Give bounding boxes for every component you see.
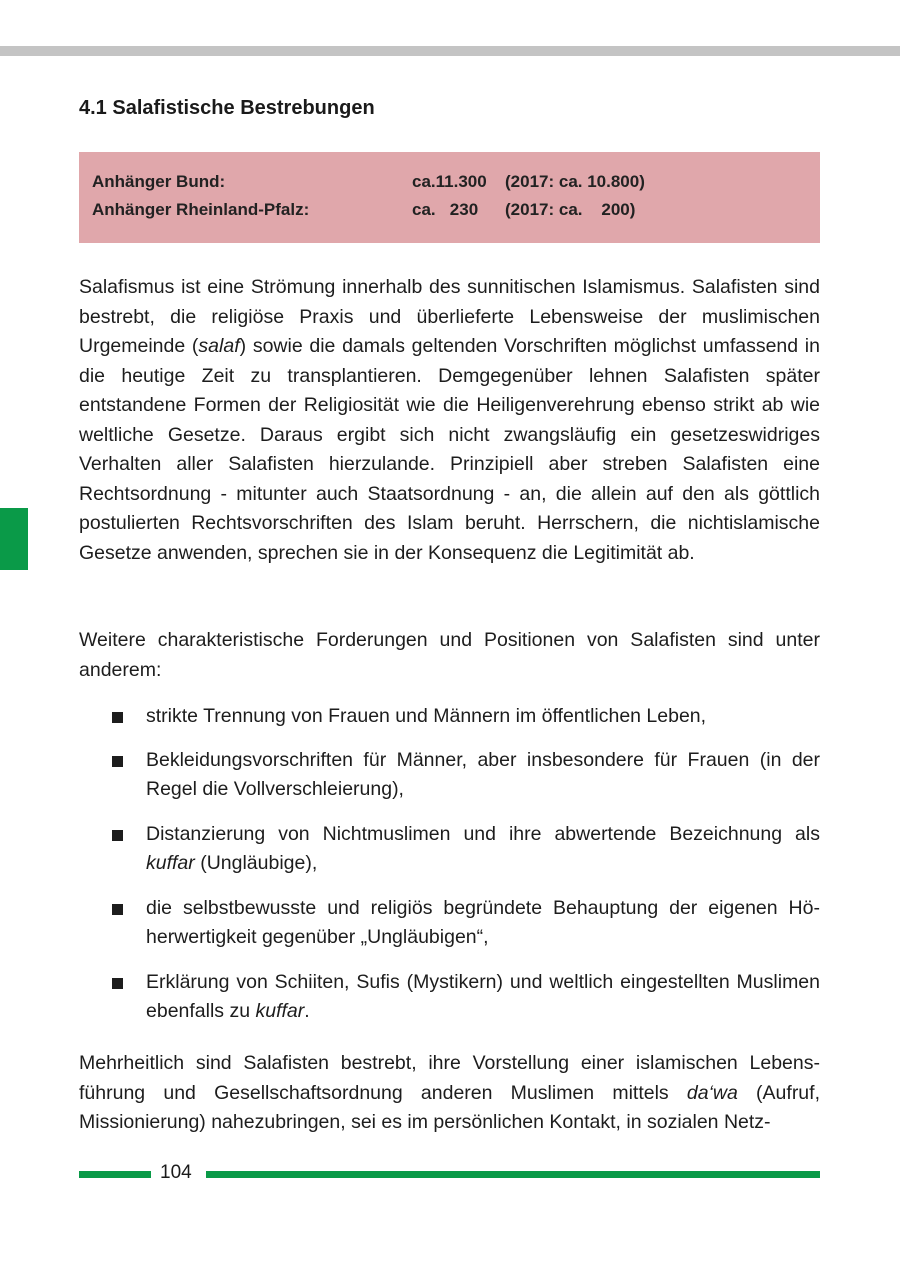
stats-label: Anhänger Bund: [92,172,226,191]
list-item [79,968,820,1027]
footer-rule-right [206,1171,820,1178]
stats-value: ca.11.300 [412,172,487,191]
stats-row-bund [79,172,820,200]
paragraph-text: Salafismus ist eine Strömung innerhalb des sunnitischen Islamismus. Salafisten sind bestrebt, die religiöse Praxis und überlieferte Lebensweise der muslimischen Urgemeinde ( [79,276,820,357]
paragraph-text: ) sowie die damals geltenden Vorschriften möglichst umfassend in die heutige Zeit zu transplantieren. Demgegenüber lehnen Salafisten später entstandene Formen der Religiosität wie die Heiligenverehrung ebenso strikt ab wie weltliche Gesetze. Daraus ergibt sich nicht zwangsläufig ein gesetzeswidriges Verhalten aller Salafisten hierzulande. Prinzipiell aber streben Salafisten eine Rechtsordnung - mitunter auch Staatsordnung - an, die allein auf den als göttlich postulierten Rechtsvorschriften des Islam beruht. Herrschern, die nichtislamische Gesetze anwenden, sprechen sie in der Konsequenz die Legitimität ab. [79,335,820,564]
square-bullet-icon [112,830,123,841]
page-number: 104 [160,1162,192,1183]
stats-previous: (2017: ca. 10.800) [505,172,645,191]
stats-value: ca. 230 [412,200,479,219]
italic-term: kuffar [255,1000,305,1022]
italic-term: kuffar [146,852,195,874]
square-bullet-icon [112,756,123,767]
paragraph-dawa [79,1049,820,1138]
list-item [79,820,820,879]
square-bullet-icon [112,978,123,989]
top-rule [0,46,900,56]
list-item-text: . [304,1000,310,1022]
stats-previous: (2017: ca. 200) [505,200,636,219]
paragraph-text: Mehrheitlich sind Salafisten bestrebt, ihre Vorstellung einer islamischen Lebensführung und Gesellschaftsordnung anderen Muslimen mittels [79,1052,820,1104]
list-item [79,702,820,732]
italic-term: da‘wa [686,1081,738,1104]
positions-list [79,702,820,1042]
stats-box [79,152,820,243]
section-heading: 4.1 Salafistische Bestrebungen [79,97,375,119]
paragraph-intro [79,273,820,568]
list-item [79,894,820,953]
list-item-text: Bekleidungsvorschriften für Männer, aber insbesondere für Frauen (in der Regel die Vollverschleierung), [146,748,820,800]
chapter-side-tab [0,508,28,570]
list-item-text: die selbstbewusste und religiös begründete Behauptung der eigenen Höherwertigkeit gegenüber „Ungläubigen“, [146,896,820,948]
square-bullet-icon [112,712,123,723]
list-item-text: (Ungläubige), [194,852,318,874]
list-item [79,746,820,805]
paragraph-positions: Weitere charakteristische Forderungen und Positionen von Salafisten sind unter anderem: [79,629,820,681]
italic-term: salaf [198,335,240,357]
footer-rule-left [79,1171,151,1178]
list-item-text: strikte Trennung von Frauen und Männern im öffentlichen Leben, [146,705,707,727]
paragraph-text: (Aufruf, Missionierung) nahezubringen, sei es im persönlichen Kontakt, in sozialen Netz- [79,1081,820,1133]
list-item-text: Erklärung von Schiiten, Sufis (Mystikern) und weltlich eingestellten Muslimen ebenfalls zu [146,970,820,1022]
stats-row-rlp [79,200,820,228]
stats-label: Anhänger Rheinland-Pfalz: [92,200,310,219]
list-item-text: Distanzierung von Nichtmuslimen und ihre abwertende Bezeichnung als [146,822,820,845]
square-bullet-icon [112,904,123,915]
